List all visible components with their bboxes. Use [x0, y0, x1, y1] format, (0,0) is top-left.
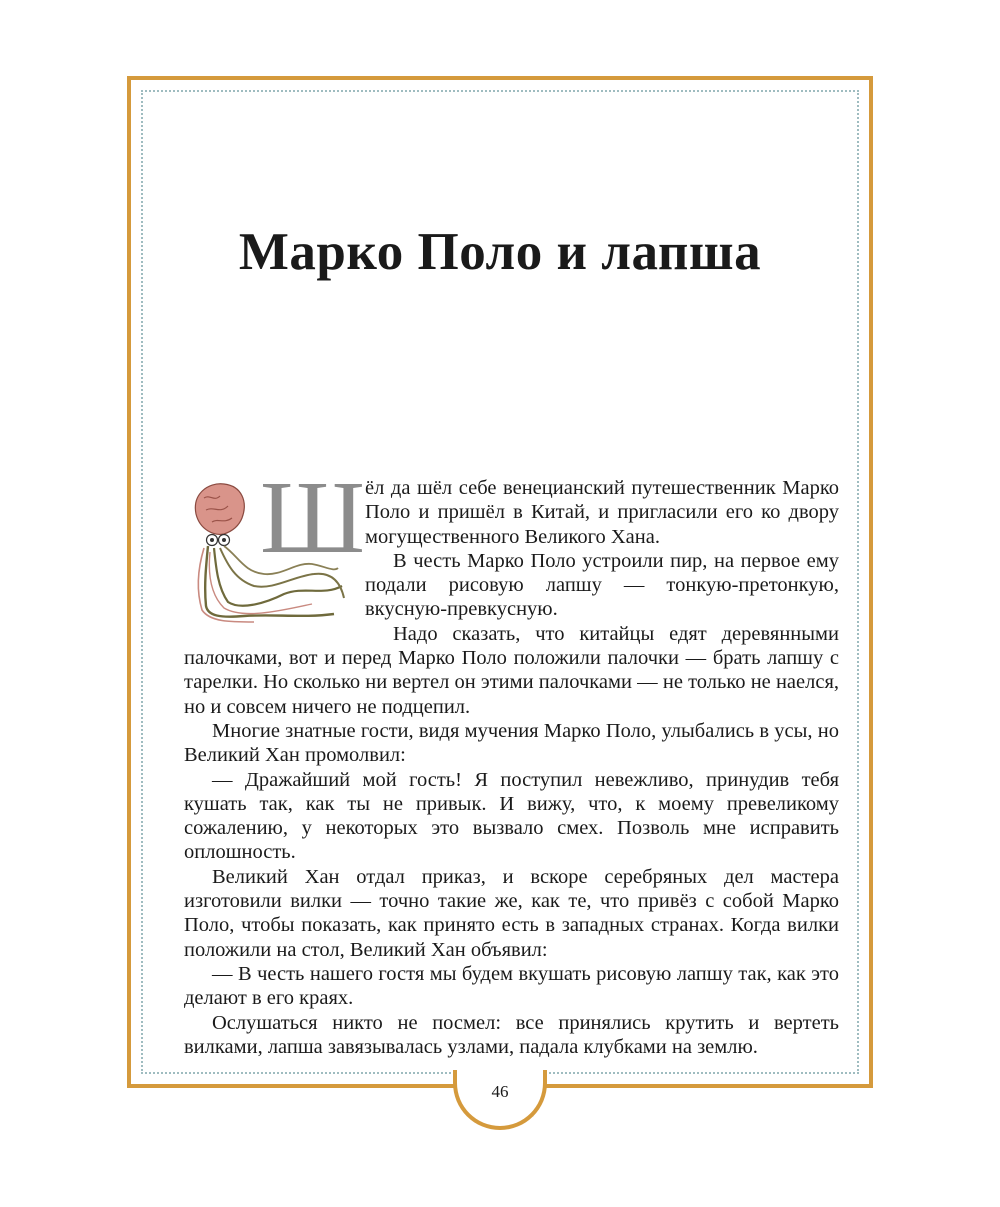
drop-cap: [184, 460, 365, 626]
paragraph: — Дражайший мой гость! Я поступил невежливо, принудив тебя кушать так, как ты не привык. И вижу, что, к моему превеликому сожалению, у некоторых это вызвало смех. Позволь мне исправить оплошность.: [184, 768, 839, 864]
drop-cap-letter: Ш: [260, 460, 365, 575]
paragraph: Ослушаться никто не посмел: все принялись крутить и вертеть вилками, лапша завязывалась узлами, падала клубками на землю.: [184, 1011, 839, 1058]
paragraph: Великий Хан отдал приказ, и вскоре серебряных дел мастера изготовили вилки — точно такие же, как те, что привёз с собой Марко Поло, чтобы показать, как принято есть в западных странах. Когда вилки положили на стол, Великий Хан объявил:: [184, 865, 839, 961]
page-frame: [127, 76, 873, 1088]
paragraph: Многие знатные гости, видя мучения Марко Поло, улыбались в усы, но Великий Хан промолвил:: [184, 719, 839, 767]
paragraph: ёл да шёл себе венецианский путешественник Марко Поло и пришёл в Китай, и пригласили его ко двору могущественного Великого Хана.: [365, 477, 839, 548]
story-text: [184, 460, 839, 1059]
page-title: Марко Поло и лапша: [238, 223, 762, 281]
page-number: 46: [491, 1082, 509, 1101]
paragraph: Надо сказать, что китайцы едят деревянными палочками, вот и перед Марко Поло положили палочки — брать лапшу с тарелки. Но сколько ни вертел он этими палочками — не только не наелся, но и совсем ничего не подцепил.: [184, 622, 839, 718]
paragraph: В честь Марко Поло устроили пир, на первое ему подали рисовую лапшу — тонкую-претонкую, вкусную-превкусную.: [365, 549, 839, 621]
paragraph: — В честь нашего гостя мы будем вкушать рисовую лапшу так, как это делают в его краях.: [184, 962, 839, 1010]
